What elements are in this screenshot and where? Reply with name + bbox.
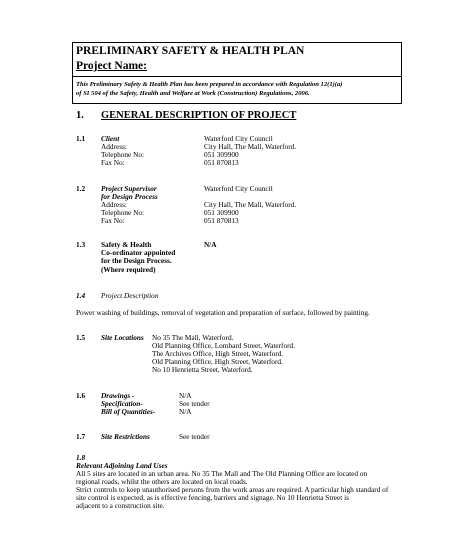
coordinator-line-3: for the Design Process.: [101, 256, 172, 265]
client-label: Client: [101, 134, 120, 143]
supervisor-fax: 051 870813: [204, 216, 239, 225]
coordinator-line-1: Safety & Health: [101, 240, 152, 249]
site-restrictions-value: See tender: [179, 432, 210, 441]
adjoining-text-line-2: regional roads, whilst the others are located on local roads.: [76, 477, 248, 486]
item-number-1-7: 1.7: [76, 432, 86, 441]
supervisor-address-label: Address:: [101, 200, 127, 209]
header-divider: [72, 76, 402, 77]
specification-value: See tender: [179, 399, 210, 408]
adjoining-text-line-4: site control is expected, as is effective fencing, barriers and signage. No 10 Henrietta Street is: [76, 493, 349, 502]
client-telephone-label: Telephone No:: [101, 150, 145, 159]
site-location-5: No 10 Henrietta Street, Waterford.: [152, 365, 253, 374]
item-number-1-3: 1.3: [76, 240, 86, 249]
project-name-label: Project Name:: [76, 60, 147, 72]
drawings-value: N/A: [179, 391, 192, 400]
client-address: City Hall, The Mall, Waterford.: [204, 142, 297, 151]
client-fax: 051 870813: [204, 158, 239, 167]
project-description-text: Power washing of buildings, removal of vegetation and preparation of surface, followed by painting.: [76, 308, 370, 317]
statement-line-2: of SI 504 of the Safety, Health and Welfare at Work (Construction) Regulations, 2006.: [76, 90, 310, 97]
supervisor-telephone: 051 309900: [204, 208, 239, 217]
adjoining-text-line-3: Strict controls to keep unauthorised persons from the work areas are required. A particular high standard of: [76, 485, 389, 494]
item-number-1-8: 1.8: [76, 453, 86, 462]
adjoining-text-line-1: All 5 sites are located in an urban area. No 35 The Mall and The Old Planning Office are located on: [76, 469, 368, 478]
bill-of-quantities-label: Bill of Quantities-: [101, 407, 156, 416]
adjoining-land-uses-label: Relevant Adjoining Land Uses: [76, 461, 168, 470]
site-locations-label: Site Locations: [101, 333, 144, 342]
supervisor-name: Waterford City Council: [204, 184, 273, 193]
coordinator-value: N/A: [204, 240, 217, 249]
item-number-1-5: 1.5: [76, 333, 86, 342]
client-address-label: Address:: [101, 142, 127, 151]
site-location-4: Old Planning Office, High Street, Waterford.: [152, 357, 283, 366]
site-location-1: No 35 The Mall, Waterford.: [152, 333, 234, 342]
supervisor-address: City Hall, The Mall, Waterford.: [204, 200, 297, 209]
document-title: PRELIMINARY SAFETY & HEALTH PLAN: [76, 45, 305, 57]
drawings-label: Drawings -: [101, 391, 135, 400]
item-number-1-6: 1.6: [76, 391, 86, 400]
site-restrictions-label: Site Restrictions: [101, 432, 150, 441]
client-fax-label: Fax No:: [101, 158, 125, 167]
coordinator-line-2: Co-ordinator appointed: [101, 248, 176, 257]
statement-line-1: This Preliminary Safety & Health Plan has been prepared in accordance with Regulation 12(1)(a): [76, 81, 343, 88]
specification-label: Specification-: [101, 399, 143, 408]
bill-of-quantities-value: N/A: [179, 407, 192, 416]
supervisor-telephone-label: Telephone No:: [101, 208, 145, 217]
supervisor-fax-label: Fax No:: [101, 216, 125, 225]
client-telephone: 051 309900: [204, 150, 239, 159]
coordinator-line-4: (Where required): [101, 265, 156, 274]
item-number-1-1: 1.1: [76, 134, 86, 143]
project-description-label: Project Description: [101, 291, 159, 300]
site-location-3: The Archives Office, High Street, Waterford.: [152, 349, 284, 358]
client-name: Waterford City Council: [204, 134, 273, 143]
adjoining-text-line-5: adjacent to a construction site.: [76, 501, 165, 510]
section-number: 1.: [76, 110, 84, 121]
item-number-1-4: 1.4: [76, 291, 86, 300]
site-location-2: Old Planning Office, Lombard Street, Waterford.: [152, 341, 296, 350]
item-number-1-2: 1.2: [76, 184, 86, 193]
section-title: GENERAL DESCRIPTION OF PROJECT: [101, 110, 297, 121]
supervisor-label-1: Project Supervisor: [101, 184, 157, 193]
supervisor-label-2: for Design Process: [101, 192, 158, 201]
